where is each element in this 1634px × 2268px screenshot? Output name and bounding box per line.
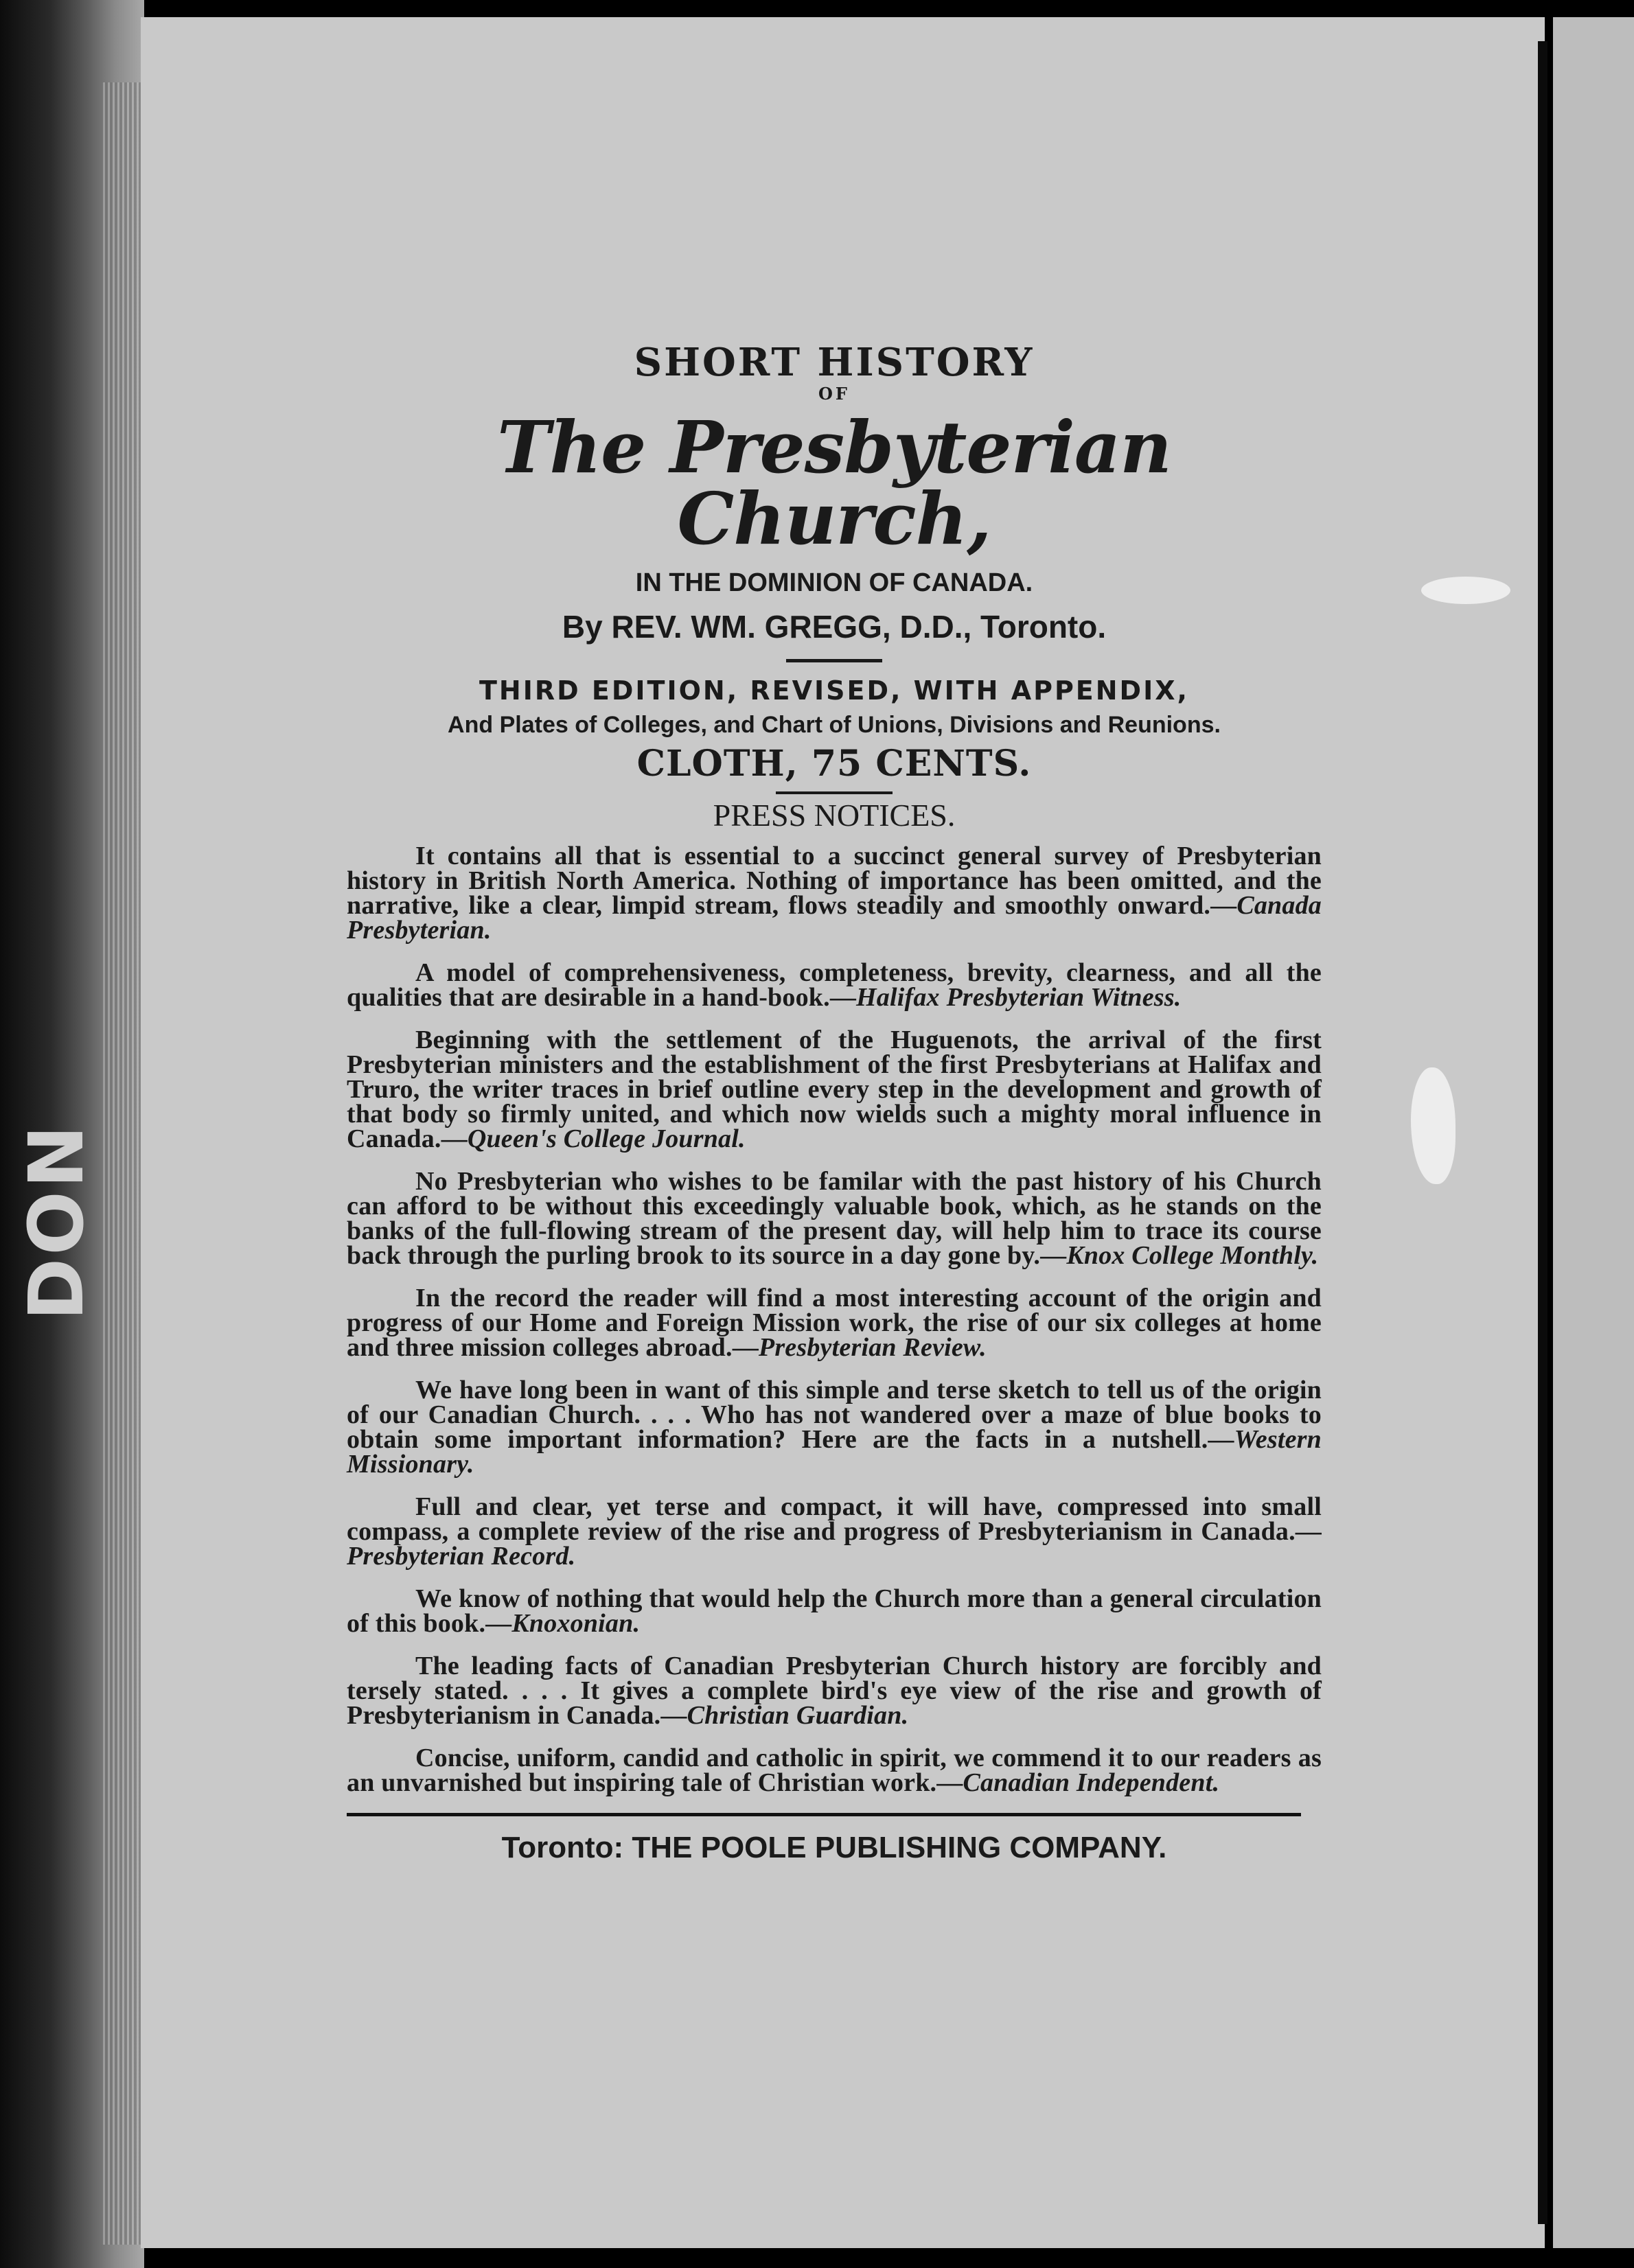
notice-source: Presbyterian Record. bbox=[347, 1542, 576, 1571]
press-notice: Concise, uniform, candid and catholic in spirit, we commend it to our readers as an unvarnished but inspiring tale of Christian work.—Canadian Independent. bbox=[347, 1744, 1322, 1797]
spine-lettering: DON bbox=[12, 1122, 100, 1321]
notice-source: Knox College Monthly. bbox=[1066, 1241, 1319, 1270]
press-notice: Beginning with the settlement of the Huguenots, the arrival of the first Presbyterian ministers and the establishment of the first Presbyterians at Halifax and Truro, the writer traces in brief outline every step in the development and growth of that body so firmly united, and which now wields such a mighty moral influence in Canada.—Queen's College Journal. bbox=[347, 1026, 1322, 1153]
edition-line: THIRD EDITION, REVISED, WITH APPENDIX, bbox=[479, 675, 1189, 706]
notice-source: Halifax Presbyterian Witness. bbox=[856, 983, 1182, 1012]
footer-rule bbox=[347, 1813, 1301, 1816]
publisher-line: Toronto: THE POOLE PUBLISHING COMPANY. bbox=[501, 1831, 1167, 1864]
notice-source: Knoxonian. bbox=[511, 1609, 641, 1638]
press-notices-list bbox=[347, 844, 1322, 1795]
price-line: CLOTH, 75 CENTS. bbox=[636, 743, 1032, 785]
press-notice: Full and clear, yet terse and compact, it will have, compressed into small compass, a complete review of the rise and progress of Presbyterianism in Canada.—Presbyterian Record. bbox=[347, 1492, 1322, 1571]
press-notice: In the record the reader will find a most interesting account of the origin and progress of our Home and Foreign Mission work, the rise of our six colleges at home and three mission colleges abroad.—Presbyterian Review. bbox=[347, 1284, 1322, 1362]
gutter-shadow bbox=[1538, 41, 1547, 2224]
notice-source: Presbyterian Review. bbox=[758, 1333, 987, 1362]
of-word: OF bbox=[818, 384, 850, 404]
notice-source: Christian Guardian. bbox=[687, 1701, 909, 1730]
divider-rule bbox=[786, 659, 882, 662]
notice-source: Western Missionary. bbox=[347, 1425, 1322, 1479]
title-block bbox=[347, 340, 1322, 833]
notice-source: Canada Presbyterian. bbox=[347, 891, 1322, 945]
dominion-subtitle: IN THE DOMINION OF CANADA. bbox=[635, 568, 1033, 597]
notice-source: Queen's College Journal. bbox=[467, 1124, 746, 1153]
press-notice: We know of nothing that would help the Church more than a general circulation of this book.—Knoxonian. bbox=[347, 1584, 1322, 1638]
press-notice: We have long been in want of this simple and terse sketch to tell us of the origin of our Canadian Church. . . . Who has not wandered over a maze of blue books to obtain some important information? Here are the facts in a nutshell.—Western Missionary. bbox=[347, 1376, 1322, 1479]
press-notice: No Presbyterian who wishes to be familar with the past history of his Church can afford to be without this exceedingly valuable book, which, as he stands on the banks of the full-flowing stream of the present day, will help him to trace its course back through the purling brook to its source in a day gone by.—Knox College Monthly. bbox=[347, 1167, 1322, 1270]
author-line: By REV. WM. GREGG, D.D., Toronto. bbox=[562, 609, 1107, 645]
short-history-heading: SHORT HISTORY bbox=[634, 340, 1035, 385]
press-notices-heading: PRESS NOTICES. bbox=[713, 798, 956, 833]
paper-blemish bbox=[1421, 577, 1510, 604]
book-title: The Presbyterian Church, bbox=[497, 405, 1171, 561]
plates-line: And Plates of Colleges, and Chart of Unions, Divisions and Reunions. bbox=[448, 712, 1221, 738]
facing-page-edge bbox=[1553, 17, 1634, 2248]
advertisement-content bbox=[347, 340, 1322, 1864]
divider-rule bbox=[776, 791, 893, 794]
page-edges bbox=[103, 82, 144, 2245]
book-spine bbox=[0, 0, 144, 2268]
notice-source: Canadian Independent. bbox=[963, 1768, 1220, 1797]
press-notice: It contains all that is essential to a succinct general survey of Presbyterian history in British North America. Nothing of importance has been omitted, and the narrative, like a clear, limpid stream, flows steadily and smoothly onward.—Canada Presbyterian. bbox=[347, 842, 1322, 945]
press-notice: A model of comprehensiveness, completeness, brevity, clearness, and all the qualities that are desirable in a hand-book.—Halifax Presbyterian Witness. bbox=[347, 958, 1322, 1012]
press-notice: The leading facts of Canadian Presbyterian Church history are forcibly and tersely stated. . . . It gives a complete bird's eye view of the rise and growth of Presbyterianism in Canada.—Christian Guardian. bbox=[347, 1652, 1322, 1730]
